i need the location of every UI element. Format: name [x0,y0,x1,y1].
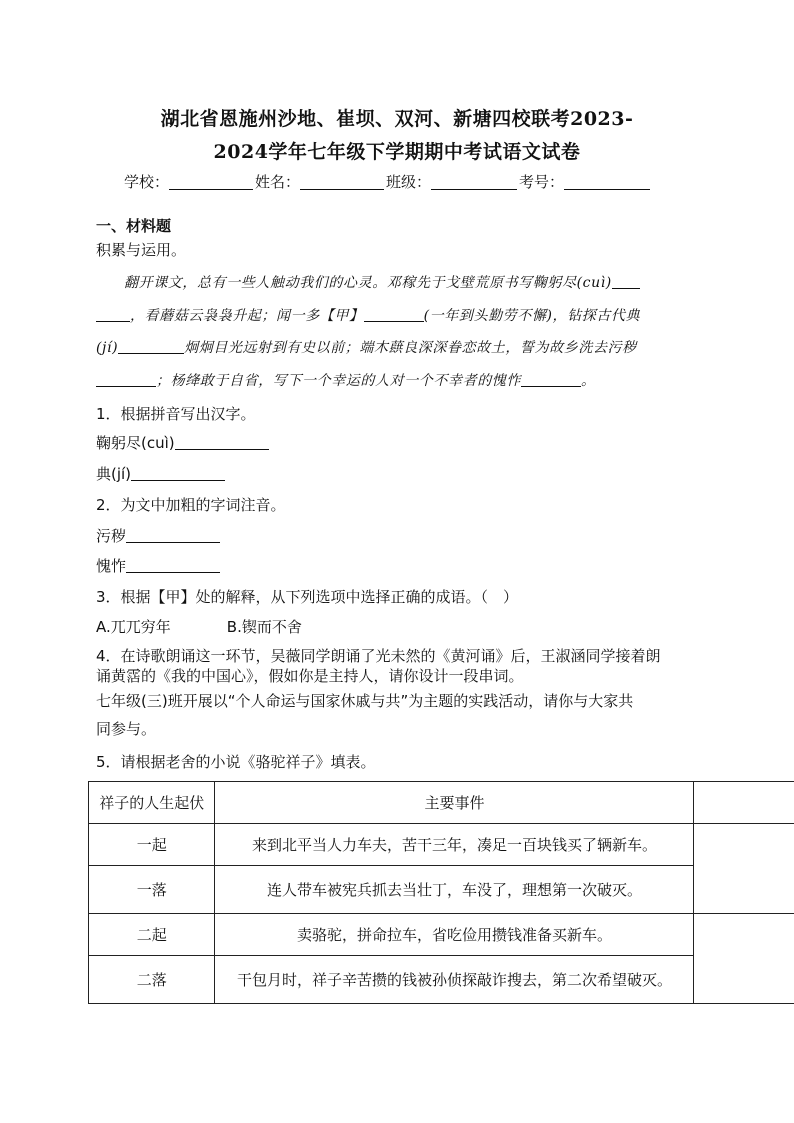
table-header: 祥子的人生起伏 [89,782,215,824]
question-2: 2．为文中加粗的字词注音。 [96,496,286,514]
question-1: 1．根据拼音写出汉字。 [96,405,256,423]
question-3-options [96,616,302,637]
passage-text: 。 [581,373,596,389]
passage-line3 [96,337,637,357]
option-b[interactable]: B.锲而不舍 [226,618,302,636]
table-row [89,956,794,1004]
question-1b-label: 典(jí) [96,465,132,483]
student-info-row [124,171,652,192]
table-header-row [89,782,794,824]
answer-blank[interactable] [126,529,220,543]
answer-blank[interactable] [175,436,269,450]
class-label: 班级： [386,173,432,191]
answer-blank[interactable] [126,559,220,573]
xiangzi-table [88,781,794,1004]
passage-text: ，看蘑菇云袅袅升起；闻一多【甲】 [130,308,364,324]
table-row [89,866,794,914]
table-cell-event: 干包月时，祥子辛苦攒的钱被孙侦探敲诈搜去，第二次希望破灭。 [215,956,694,1004]
name-blank[interactable] [300,175,384,190]
question-2b-label: 愧怍 [96,557,127,575]
answer-blank[interactable] [96,373,156,387]
table-cell-answer[interactable] [694,914,794,1004]
passage-line2 [96,305,640,325]
table-cell-stage: 一落 [89,866,215,914]
answer-blank[interactable] [118,340,184,354]
table-cell-stage: 一起 [89,824,215,866]
answer-blank[interactable] [364,308,424,322]
table-header: 主要事件 [215,782,694,824]
table-cell-answer[interactable] [694,824,794,914]
passage-line4 [96,370,596,390]
table-header-empty [694,782,794,824]
exam-no-blank[interactable] [564,175,650,190]
passage-text: ；杨绛敢于自省，写下一个幸运的人对一个不幸者的愧怍 [156,373,521,389]
question-2a-label: 污秽 [96,527,127,545]
passage-line1 [124,272,640,292]
table-cell-stage: 二起 [89,914,215,956]
class-blank[interactable] [431,175,517,190]
activity-line2: 同参与。 [96,720,157,738]
answer-blank[interactable] [521,373,581,387]
passage-text: 翻开课文，总有一些人触动我们的心灵。邓稼先于戈壁荒原书写鞠躬尽(cuì) [124,275,612,291]
question-1a-label: 鞠躬尽(cuì) [96,434,175,452]
passage-text: (一年到头勤劳不懈)，钻探古代典 [423,308,641,324]
section-heading: 一、材料题 [96,217,172,235]
activity-line1: 七年级(三)班开展以“个人命运与国家休戚与共”为主题的实践活动，请你与大家共 [96,692,634,710]
question-1b [96,463,225,484]
table-cell-event: 连人带车被宪兵抓去当壮丁，车没了，理想第一次破灭。 [215,866,694,914]
exam-no-label: 考号： [519,173,565,191]
answer-blank[interactable] [131,467,225,481]
table-row [89,824,794,866]
question-4-line2: 诵黄霑的《我的中国心》，假如你是主持人，请你设计一段串词。 [96,667,524,685]
school-label: 学校： [124,173,170,191]
question-4-line1: 4．在诗歌朗诵这一环节，吴薇同学朗诵了光未然的《黄河诵》后，王淑涵同学接着朗 [96,647,661,665]
answer-blank[interactable] [96,308,130,322]
question-2b [96,555,220,576]
question-2a [96,525,220,546]
table-cell-event: 来到北平当人力车夫，苦干三年，凑足一百块钱买了辆新车。 [215,824,694,866]
option-a[interactable]: A.兀兀穷年 [96,618,171,636]
exam-title-line2: 2024学年七年级下学期期中考试语文试卷 [213,141,581,163]
question-3: 3．根据【甲】处的解释，从下列选项中选择正确的成语。（ ） [96,588,519,606]
table-cell-event: 卖骆驼，拼命拉车，省吃俭用攒钱准备买新车。 [215,914,694,956]
intro-text: 积累与运用。 [96,241,187,259]
table-row [89,914,794,956]
question-5: 5．请根据老舍的小说《骆驼祥子》填表。 [96,753,376,771]
passage-text: (jí) [96,340,119,356]
school-blank[interactable] [169,175,253,190]
answer-blank[interactable] [612,275,640,289]
name-label: 姓名： [255,173,301,191]
passage-text: 炯炯目光远射到有史以前；端木蕻良深深眷恋故土，誓为故乡洗去污秽 [184,340,637,356]
question-1a [96,432,269,453]
table-cell-stage: 二落 [89,956,215,1004]
exam-title-line1: 湖北省恩施州沙地、崔坝、双河、新塘四校联考2023- [160,108,634,130]
